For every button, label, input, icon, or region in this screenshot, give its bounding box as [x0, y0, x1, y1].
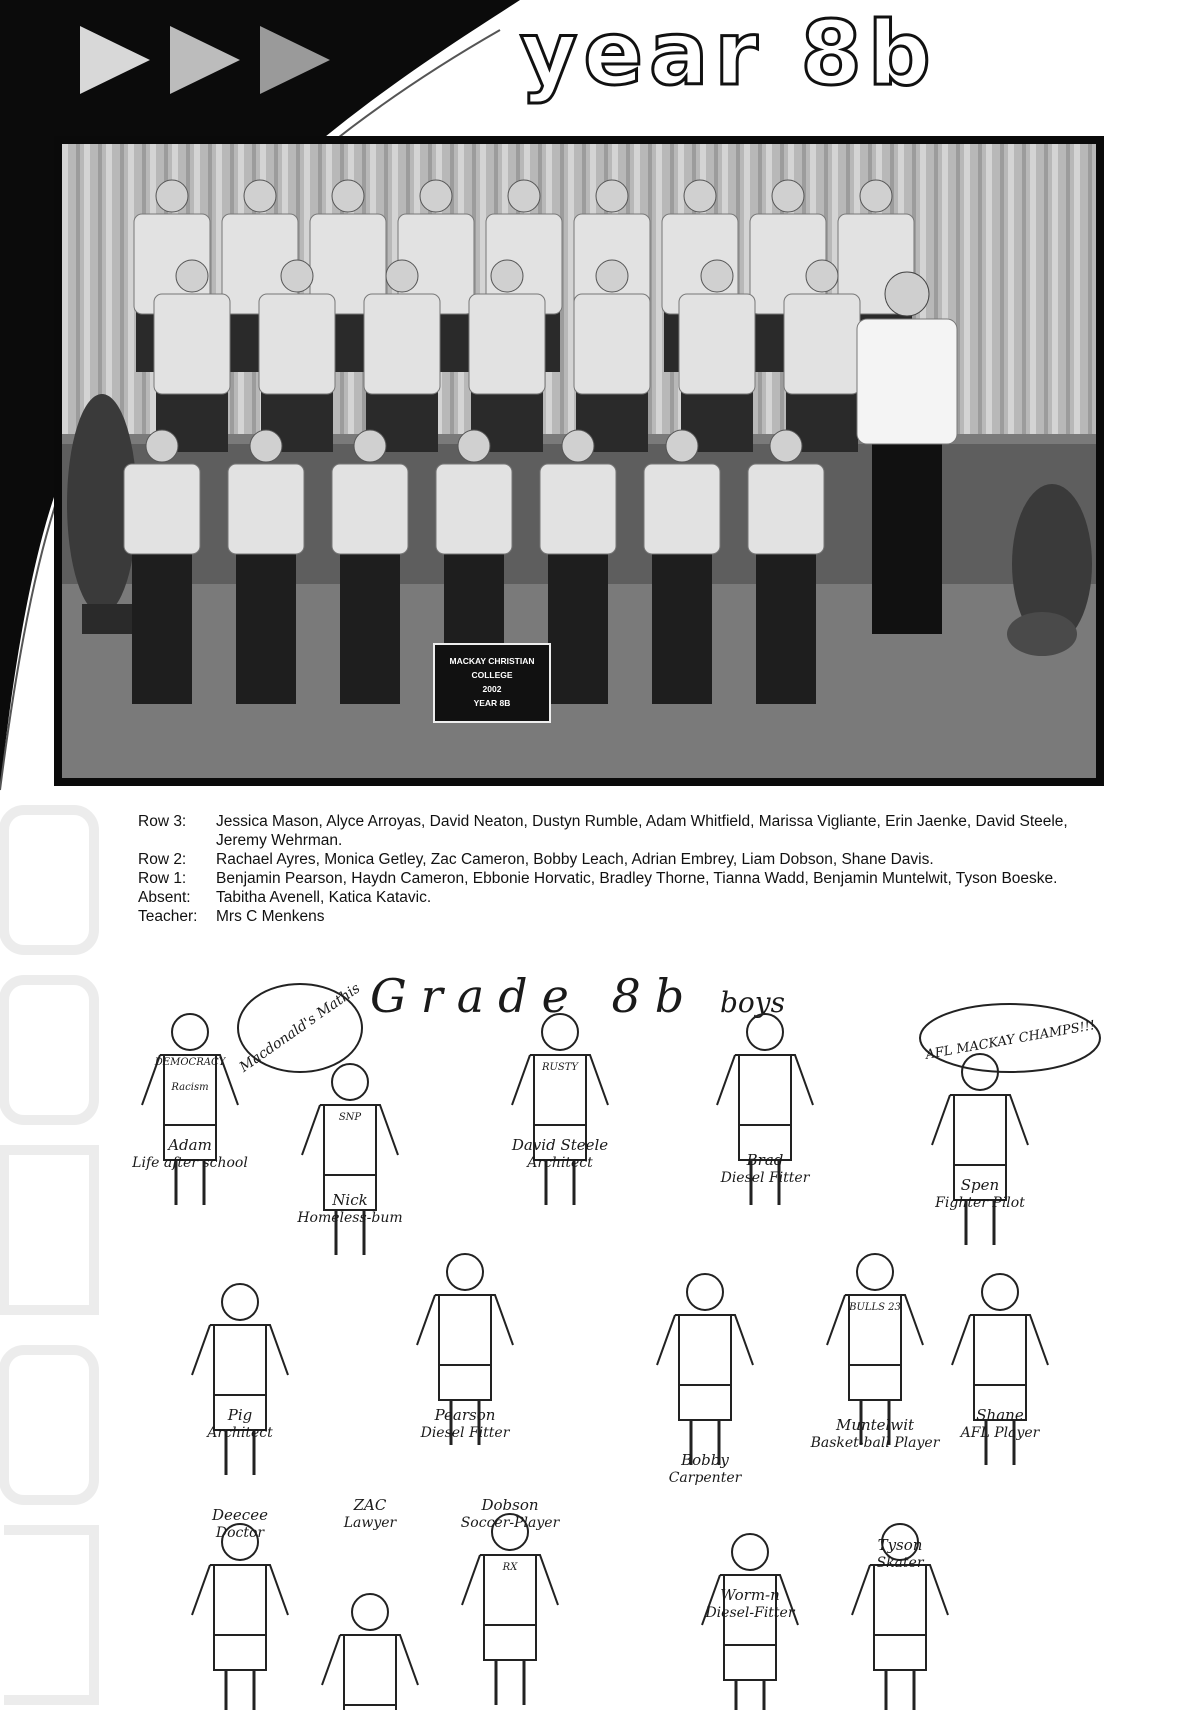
student-figure: [644, 430, 720, 704]
drawings-heading: Grade 8b: [370, 969, 699, 1023]
drawn-figure-note: Diesel-Fitter: [705, 1605, 795, 1621]
hand-drawings: [120, 950, 1160, 1710]
student-figure: [332, 430, 408, 704]
caption-teacher: [138, 907, 1118, 926]
drawn-figure-muntelwit: [810, 1254, 941, 1451]
speech-bubble-afl: [920, 1004, 1100, 1072]
caption-label: Absent:: [138, 889, 191, 906]
caption-names: Tabitha Avenell, Katica Katavic.: [216, 889, 432, 906]
drawn-figure-note: Carpenter: [668, 1470, 742, 1486]
caption-names: Jessica Mason, Alyce Arroyas, David Neaton, Dustyn Rumble, Adam Whitfield, Marissa Vigliante, Erin Jaenke, David Steele, Jeremy Wehrman.: [216, 813, 1068, 849]
drawn-figure-shane: [952, 1274, 1048, 1465]
drawn-figure-name: Tyson: [877, 1536, 923, 1554]
shirt-text: RUSTY: [541, 1062, 579, 1073]
drawn-figure-name: Worm-n: [720, 1586, 780, 1604]
drawn-figure-note: Soccer-Player: [460, 1515, 560, 1531]
shirt-text: SNP: [338, 1112, 362, 1123]
drawn-figure-name: Bobby: [681, 1451, 729, 1469]
caption-label: Row 2:: [138, 851, 187, 868]
drawn-figure-note: Homeless-bum: [297, 1210, 403, 1226]
drawn-figure-brad: [717, 1014, 813, 1205]
svg-text:AFL MACKAY CHAMPS!!!: AFL MACKAY CHAMPS!!!: [924, 1018, 1097, 1063]
drawn-figure-name: Adam: [168, 1136, 212, 1154]
student-figure: [124, 430, 200, 704]
drawn-figure-name: Nick: [332, 1191, 368, 1209]
drawn-figure-note: Life after school: [132, 1155, 248, 1171]
drawn-figure-name: Pig: [227, 1406, 253, 1424]
photo-caption: [138, 812, 1118, 926]
caption-label: Teacher:: [138, 908, 198, 925]
drawn-figure-deecee: [192, 1506, 288, 1710]
class-photo: [54, 136, 1104, 786]
sign-line-3: 2002: [482, 684, 502, 694]
drawn-figure-name: Spen: [960, 1176, 1000, 1194]
drawn-figure-dobson: [461, 1496, 561, 1705]
drawn-figure-note: Architect: [527, 1155, 593, 1171]
drawn-figure-pig: [192, 1284, 288, 1475]
speech-bubble-macdonalds: [236, 980, 363, 1076]
drawn-figure-bobby: [657, 1274, 753, 1486]
student-figure: [228, 430, 304, 704]
drawn-figure-nick: [296, 1064, 402, 1255]
caption-label: Row 1:: [138, 870, 187, 887]
caption-label: Row 3:: [138, 813, 187, 830]
drawn-figure-note: Doctor: [215, 1525, 265, 1541]
side-watermark: [0, 790, 114, 1720]
drawn-figure-name: Muntelwit: [835, 1416, 915, 1434]
drawings-heading-suffix: boys: [720, 986, 785, 1019]
page-title: year 8b: [520, 2, 937, 105]
sign-line-4: YEAR 8B: [473, 698, 511, 708]
drawn-figure-note: Architect: [207, 1425, 273, 1441]
drawn-figure-name: Deecee: [212, 1506, 268, 1524]
sign-line-2: COLLEGE: [471, 670, 513, 680]
drawn-figure-zac: [322, 1496, 418, 1710]
drawn-figure-name: Dobson: [481, 1496, 539, 1514]
student-figure: [540, 430, 616, 704]
shirt-text: Racism: [171, 1082, 209, 1093]
teacher-figure: [857, 272, 957, 634]
caption-names: Mrs C Menkens: [216, 908, 325, 925]
triple-arrow-icon: [80, 20, 380, 100]
drawn-figure-pearson: [417, 1254, 513, 1445]
shirt-text: RX: [502, 1562, 518, 1573]
drawn-figure-name: Shane: [976, 1406, 1024, 1424]
drawn-figure-note: Diesel Fitter: [420, 1425, 510, 1441]
caption-absent: [138, 888, 1118, 907]
svg-text:Macdonald's Mathis: Macdonald's Mathis: [236, 980, 364, 1076]
drawn-figure-name: Pearson: [434, 1406, 496, 1424]
caption-row-2: [138, 850, 1118, 869]
drawn-figure-note: Fighter Pilot: [935, 1195, 1025, 1211]
sign-line-1: MACKAY CHRISTIAN: [449, 656, 535, 666]
caption-names: Rachael Ayres, Monica Getley, Zac Cameron, Bobby Leach, Adrian Embrey, Liam Dobson, Shane Davis.: [216, 851, 934, 868]
drawn-figure-adam: [131, 1014, 248, 1205]
drawn-figure-name: David Steele: [511, 1136, 609, 1154]
drawn-figure-name: ZAC: [353, 1496, 387, 1514]
drawn-figure-note: Basket-ball Player: [810, 1435, 940, 1451]
shirt-text: BULLS 23: [849, 1302, 901, 1313]
drawn-figure-worm-n: [702, 1534, 798, 1710]
drawn-figure-david-steele: [511, 1014, 608, 1205]
caption-row-1: [138, 869, 1118, 888]
drawn-figure-note: Diesel Fitter: [720, 1170, 810, 1186]
drawn-figure-name: Brad: [746, 1151, 784, 1169]
drawn-figure-note: Skater: [876, 1555, 924, 1571]
drawn-figure-note: AFL Player: [960, 1425, 1040, 1441]
drawn-figure-spen: [932, 1054, 1028, 1245]
drawn-figure-tyson: [852, 1524, 948, 1710]
shirt-text: DEMOCRACY: [154, 1057, 226, 1068]
caption-row-3: [138, 812, 1118, 850]
drawn-figure-note: Lawyer: [343, 1515, 397, 1531]
student-figure: [748, 430, 824, 704]
caption-names: Benjamin Pearson, Haydn Cameron, Ebbonie Horvatic, Bradley Thorne, Tianna Wadd, Benjamin Muntelwit, Tyson Boeske.: [216, 870, 1058, 887]
